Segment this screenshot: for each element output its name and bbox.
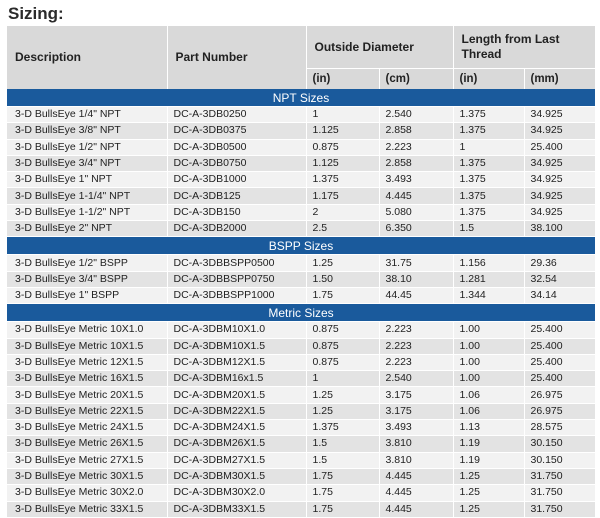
od-in-cell: 0.875 [306, 322, 379, 338]
section-title: Metric Sizes [7, 304, 595, 322]
length-mm-cell: 31.750 [524, 485, 595, 501]
column-header-description: Description [7, 26, 167, 89]
table-row [7, 354, 595, 370]
length-mm-cell: 31.750 [524, 468, 595, 484]
length-in-cell: 1.06 [453, 387, 524, 403]
od-in-cell: 0.875 [306, 139, 379, 155]
length-mm-cell: 34.925 [524, 188, 595, 204]
od-cm-cell: 3.493 [379, 420, 453, 436]
od-cm-cell: 3.175 [379, 403, 453, 419]
part-number-cell: DC-A-3DBM27X1.5 [167, 452, 306, 468]
length-in-cell: 1.25 [453, 468, 524, 484]
length-in-cell: 1.375 [453, 204, 524, 220]
od-cm-cell: 4.445 [379, 501, 453, 517]
table-row [7, 271, 595, 287]
length-in-cell: 1.06 [453, 403, 524, 419]
od-cm-cell: 4.445 [379, 485, 453, 501]
length-mm-cell: 31.750 [524, 501, 595, 517]
od-in-cell: 1.375 [306, 420, 379, 436]
part-number-cell: DC-A-3DB0500 [167, 139, 306, 155]
od-cm-cell: 2.223 [379, 354, 453, 370]
section-title: NPT Sizes [7, 89, 595, 107]
description-cell: 3-D BullsEye Metric 10X1.0 [7, 322, 167, 338]
od-cm-cell: 3.810 [379, 452, 453, 468]
od-in-cell: 2 [306, 204, 379, 220]
length-in-cell: 1.00 [453, 354, 524, 370]
description-cell: 3-D BullsEye 3/4" NPT [7, 155, 167, 171]
description-cell: 3-D BullsEye 1/2" BSPP [7, 255, 167, 271]
length-mm-cell: 28.575 [524, 420, 595, 436]
length-mm-cell: 34.925 [524, 107, 595, 123]
length-in-cell: 1.25 [453, 501, 524, 517]
length-mm-cell: 25.400 [524, 354, 595, 370]
length-mm-cell: 34.14 [524, 287, 595, 303]
table-row [7, 107, 595, 123]
description-cell: 3-D BullsEye Metric 24X1.5 [7, 420, 167, 436]
table-row [7, 204, 595, 220]
od-in-cell: 1.5 [306, 436, 379, 452]
part-number-cell: DC-A-3DB0375 [167, 123, 306, 139]
length-in-cell: 1.375 [453, 188, 524, 204]
length-in-cell: 1.13 [453, 420, 524, 436]
od-cm-cell: 38.10 [379, 271, 453, 287]
section-header-row [7, 89, 595, 107]
table-row [7, 172, 595, 188]
length-in-cell: 1.00 [453, 322, 524, 338]
description-cell: 3-D BullsEye Metric 10X1.5 [7, 338, 167, 354]
part-number-cell: DC-A-3DBBSPP0750 [167, 271, 306, 287]
part-number-cell: DC-A-3DBM22X1.5 [167, 403, 306, 419]
description-cell: 3-D BullsEye 1" NPT [7, 172, 167, 188]
part-number-cell: DC-A-3DBBSPP0500 [167, 255, 306, 271]
description-cell: 3-D BullsEye 1-1/4" NPT [7, 188, 167, 204]
part-number-cell: DC-A-3DBM20X1.5 [167, 387, 306, 403]
length-mm-cell: 34.925 [524, 123, 595, 139]
part-number-cell: DC-A-3DB125 [167, 188, 306, 204]
od-cm-cell: 44.45 [379, 287, 453, 303]
length-mm-cell: 25.400 [524, 338, 595, 354]
table-row [7, 188, 595, 204]
description-cell: 3-D BullsEye Metric 22X1.5 [7, 403, 167, 419]
table-row [7, 485, 595, 501]
od-in-cell: 1 [306, 107, 379, 123]
description-cell: 3-D BullsEye Metric 20X1.5 [7, 387, 167, 403]
length-mm-cell: 25.400 [524, 139, 595, 155]
length-in-cell: 1.375 [453, 155, 524, 171]
description-cell: 3-D BullsEye Metric 33X1.5 [7, 501, 167, 517]
description-cell: 3-D BullsEye Metric 26X1.5 [7, 436, 167, 452]
section-header-row [7, 237, 595, 255]
table-row [7, 387, 595, 403]
part-number-cell: DC-A-3DBM12X1.5 [167, 354, 306, 370]
od-cm-cell: 6.350 [379, 221, 453, 237]
part-number-cell: DC-A-3DB0750 [167, 155, 306, 171]
part-number-cell: DC-A-3DBM24X1.5 [167, 420, 306, 436]
od-cm-cell: 2.223 [379, 322, 453, 338]
od-cm-cell: 4.445 [379, 468, 453, 484]
od-cm-cell: 2.540 [379, 371, 453, 387]
table-row [7, 123, 595, 139]
length-in-cell: 1 [453, 139, 524, 155]
page-title: Sizing: [8, 4, 64, 23]
description-cell: 3-D BullsEye Metric 16X1.5 [7, 371, 167, 387]
table-row [7, 322, 595, 338]
length-mm-cell: 34.925 [524, 172, 595, 188]
column-header-outside-diameter: Outside Diameter [306, 26, 453, 69]
table-header [7, 26, 595, 89]
part-number-cell: DC-A-3DBM30X1.5 [167, 468, 306, 484]
od-in-cell: 1.175 [306, 188, 379, 204]
od-in-cell: 1.5 [306, 452, 379, 468]
length-in-cell: 1.25 [453, 485, 524, 501]
description-cell: 3-D BullsEye Metric 27X1.5 [7, 452, 167, 468]
unit-header-length-mm: (mm) [524, 69, 595, 90]
length-mm-cell: 30.150 [524, 436, 595, 452]
od-in-cell: 1.25 [306, 255, 379, 271]
table-row [7, 501, 595, 517]
part-number-cell: DC-A-3DBM33X1.5 [167, 501, 306, 517]
length-mm-cell: 38.100 [524, 221, 595, 237]
part-number-cell: DC-A-3DBM10X1.5 [167, 338, 306, 354]
od-in-cell: 1.75 [306, 468, 379, 484]
od-in-cell: 1.25 [306, 403, 379, 419]
table-row [7, 155, 595, 171]
description-cell: 3-D BullsEye 3/4" BSPP [7, 271, 167, 287]
length-in-cell: 1.19 [453, 436, 524, 452]
description-cell: 3-D BullsEye Metric 30X1.5 [7, 468, 167, 484]
od-in-cell: 1.375 [306, 172, 379, 188]
od-cm-cell: 3.493 [379, 172, 453, 188]
od-in-cell: 1.75 [306, 501, 379, 517]
table-row [7, 403, 595, 419]
part-number-cell: DC-A-3DBM10X1.0 [167, 322, 306, 338]
od-cm-cell: 2.858 [379, 155, 453, 171]
length-in-cell: 1.19 [453, 452, 524, 468]
length-mm-cell: 25.400 [524, 371, 595, 387]
description-cell: 3-D BullsEye 3/8" NPT [7, 123, 167, 139]
length-mm-cell: 25.400 [524, 322, 595, 338]
part-number-cell: DC-A-3DB2000 [167, 221, 306, 237]
length-in-cell: 1.00 [453, 338, 524, 354]
od-in-cell: 1.75 [306, 287, 379, 303]
part-number-cell: DC-A-3DBM26X1.5 [167, 436, 306, 452]
length-in-cell: 1.344 [453, 287, 524, 303]
description-cell: 3-D BullsEye 1/4" NPT [7, 107, 167, 123]
od-cm-cell: 2.223 [379, 139, 453, 155]
od-in-cell: 1.50 [306, 271, 379, 287]
column-header-length: Length from Last Thread [453, 26, 595, 69]
od-cm-cell: 3.810 [379, 436, 453, 452]
od-in-cell: 1 [306, 371, 379, 387]
part-number-cell: DC-A-3DBM30X2.0 [167, 485, 306, 501]
description-cell: 3-D BullsEye 1" BSPP [7, 287, 167, 303]
table-row [7, 468, 595, 484]
length-in-cell: 1.5 [453, 221, 524, 237]
unit-header-od-in: (in) [306, 69, 379, 90]
part-number-cell: DC-A-3DBBSPP1000 [167, 287, 306, 303]
length-mm-cell: 34.925 [524, 155, 595, 171]
description-cell: 3-D BullsEye 2" NPT [7, 221, 167, 237]
table-row [7, 255, 595, 271]
table-body [7, 89, 595, 517]
length-mm-cell: 30.150 [524, 452, 595, 468]
od-in-cell: 1.25 [306, 387, 379, 403]
od-cm-cell: 2.540 [379, 107, 453, 123]
od-in-cell: 0.875 [306, 354, 379, 370]
od-cm-cell: 2.223 [379, 338, 453, 354]
length-in-cell: 1.281 [453, 271, 524, 287]
table-row [7, 436, 595, 452]
part-number-cell: DC-A-3DB150 [167, 204, 306, 220]
table-row [7, 287, 595, 303]
sizing-table [7, 26, 596, 518]
unit-header-length-in: (in) [453, 69, 524, 90]
od-cm-cell: 3.175 [379, 387, 453, 403]
description-cell: 3-D BullsEye 1/2" NPT [7, 139, 167, 155]
od-in-cell: 2.5 [306, 221, 379, 237]
length-mm-cell: 32.54 [524, 271, 595, 287]
length-in-cell: 1.00 [453, 371, 524, 387]
table-row [7, 139, 595, 155]
length-mm-cell: 26.975 [524, 403, 595, 419]
length-mm-cell: 26.975 [524, 387, 595, 403]
od-in-cell: 1.75 [306, 485, 379, 501]
section-header-row [7, 304, 595, 322]
od-in-cell: 1.125 [306, 123, 379, 139]
length-in-cell: 1.375 [453, 107, 524, 123]
section-title: BSPP Sizes [7, 237, 595, 255]
table-row [7, 371, 595, 387]
table-row [7, 338, 595, 354]
part-number-cell: DC-A-3DB1000 [167, 172, 306, 188]
description-cell: 3-D BullsEye Metric 30X2.0 [7, 485, 167, 501]
unit-header-od-cm: (cm) [379, 69, 453, 90]
length-in-cell: 1.156 [453, 255, 524, 271]
part-number-cell: DC-A-3DB0250 [167, 107, 306, 123]
table-row [7, 221, 595, 237]
description-cell: 3-D BullsEye Metric 12X1.5 [7, 354, 167, 370]
table-row [7, 452, 595, 468]
length-mm-cell: 29.36 [524, 255, 595, 271]
length-in-cell: 1.375 [453, 123, 524, 139]
length-in-cell: 1.375 [453, 172, 524, 188]
table-row [7, 420, 595, 436]
od-cm-cell: 2.858 [379, 123, 453, 139]
od-cm-cell: 31.75 [379, 255, 453, 271]
od-cm-cell: 4.445 [379, 188, 453, 204]
description-cell: 3-D BullsEye 1-1/2" NPT [7, 204, 167, 220]
length-mm-cell: 34.925 [524, 204, 595, 220]
od-in-cell: 0.875 [306, 338, 379, 354]
part-number-cell: DC-A-3DBM16x1.5 [167, 371, 306, 387]
column-header-part-number: Part Number [167, 26, 306, 89]
od-in-cell: 1.125 [306, 155, 379, 171]
od-cm-cell: 5.080 [379, 204, 453, 220]
